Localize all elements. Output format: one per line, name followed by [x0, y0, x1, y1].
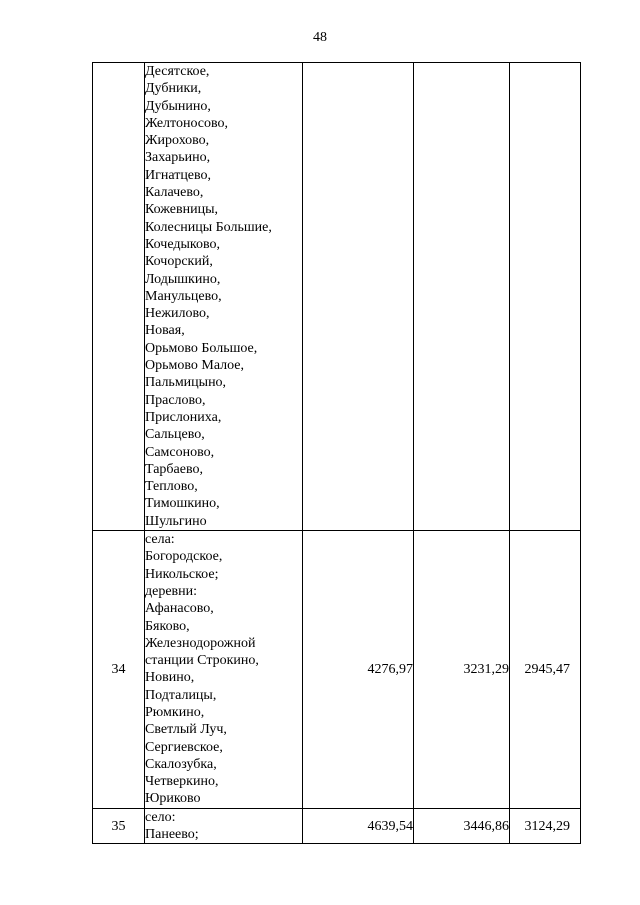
- settlement-name: Теплово,: [145, 479, 198, 495]
- settlement-name: деревни:: [145, 583, 198, 599]
- settlement-name: Бяково,: [145, 618, 190, 634]
- settlement-name: Желтоносово,: [145, 115, 229, 131]
- table-body: [93, 63, 581, 844]
- settlement-names-cell: [145, 808, 303, 844]
- settlement-name: Железнодорожной: [145, 635, 256, 651]
- value-cell-v2: [414, 63, 510, 531]
- settlement-name: Сергиевское,: [145, 739, 223, 755]
- value-cell-v1: [303, 63, 414, 531]
- settlement-name: села:: [145, 532, 175, 548]
- settlement-name: Рюмкино,: [145, 704, 205, 720]
- settlements-table: [92, 62, 581, 844]
- settlement-name: Прислониха,: [145, 409, 222, 425]
- settlement-name: Подталицы,: [145, 687, 217, 703]
- settlement-name: Шульгино: [145, 513, 207, 529]
- settlement-name: Юриково: [145, 791, 201, 807]
- settlement-name: Жирохово,: [145, 133, 210, 149]
- value-cell-v3: [510, 63, 581, 531]
- settlement-name: Никольское;: [145, 566, 219, 582]
- settlement-names-cell: [145, 531, 303, 809]
- settlement-name: Кочедыково,: [145, 236, 220, 252]
- settlement-name: Десятское,: [145, 64, 210, 79]
- settlement-name: Сальцево,: [145, 427, 205, 443]
- page-number: 48: [313, 30, 327, 45]
- settlement-name: Скалозубка,: [145, 756, 217, 772]
- settlement-name: Самсоново,: [145, 444, 215, 460]
- value-cell-v1: 4639,54: [303, 808, 414, 844]
- settlement-name: Пальмицыно,: [145, 375, 227, 391]
- settlement-name: Лодышкино,: [145, 271, 221, 287]
- value-cell-v2: 3446,86: [414, 808, 510, 844]
- settlement-name: Дубники,: [145, 81, 202, 97]
- value-cell-v3: 3124,29: [510, 808, 581, 844]
- settlement-name: Нежилово,: [145, 306, 210, 322]
- settlement-name: Богородское,: [145, 549, 223, 565]
- settlement-name: Калачево,: [145, 185, 204, 201]
- settlement-name: Орьмово Малое,: [145, 358, 245, 374]
- settlement-name: Тарбаево,: [145, 461, 203, 477]
- table-row: [93, 531, 581, 809]
- table-row: [93, 808, 581, 844]
- settlement-name: Светлый Луч,: [145, 722, 227, 738]
- row-number-cell: 35: [93, 808, 145, 844]
- settlement-name: село:: [145, 809, 176, 825]
- settlement-name: Тимошкино,: [145, 496, 220, 512]
- table-row: [93, 63, 581, 531]
- settlement-name: Новая,: [145, 323, 185, 339]
- value-cell-v1: 4276,97: [303, 531, 414, 809]
- settlement-name: Новино,: [145, 670, 195, 686]
- settlement-name: Афанасово,: [145, 601, 214, 617]
- settlement-name: Праслово,: [145, 392, 206, 408]
- settlement-name: Кочорский,: [145, 254, 213, 270]
- settlement-name: Колесницы Большие,: [145, 219, 272, 235]
- settlement-name: станции Строкино,: [145, 653, 259, 669]
- row-number-cell: [93, 63, 145, 531]
- value-cell-v3: 2945,47: [510, 531, 581, 809]
- settlement-names-cell: [145, 63, 303, 531]
- settlement-name: Захарьино,: [145, 150, 211, 166]
- settlement-name: Орьмово Большое,: [145, 340, 258, 356]
- settlement-name: Игнатцево,: [145, 167, 212, 183]
- settlement-name: Кожевницы,: [145, 202, 218, 218]
- row-number-cell: 34: [93, 531, 145, 809]
- value-cell-v2: 3231,29: [414, 531, 510, 809]
- settlement-name: Четверкино,: [145, 774, 219, 790]
- settlement-name: Дубынино,: [145, 98, 211, 114]
- settlement-name: Манульцево,: [145, 288, 222, 304]
- settlement-name: Панеево;: [145, 827, 199, 843]
